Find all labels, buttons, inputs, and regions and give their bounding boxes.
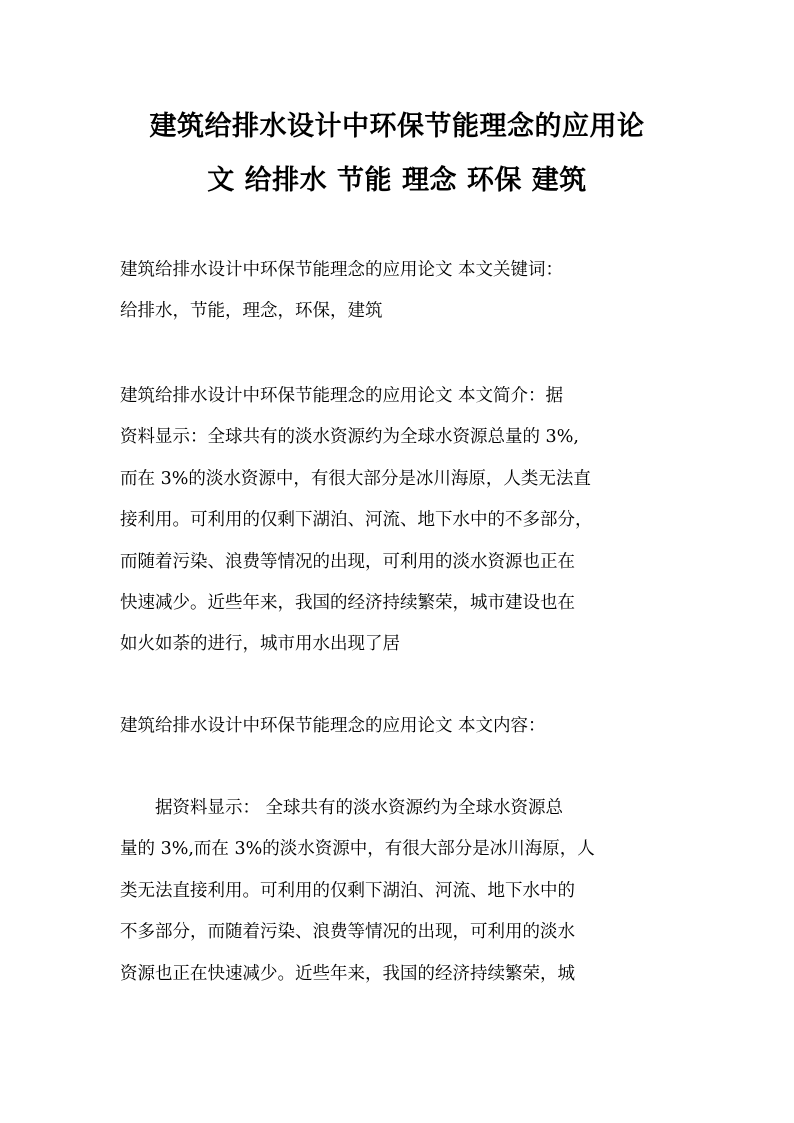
- content-heading-line: 建筑给排水设计中环保节能理念的应用论文 本文内容：: [120, 716, 546, 736]
- summary-line: 资料显示：全球共有的淡水资源约为全球水资源总量的 3%,: [120, 427, 579, 448]
- summary-line: 如火如荼的进行，城市用水出现了居: [120, 634, 400, 655]
- body-line: 资源也正在快速减少。近些年来，我国的经济持续繁荣，城: [120, 963, 575, 984]
- keywords-paragraph: [120, 250, 674, 333]
- summary-line: 建筑给排水设计中环保节能理念的应用论文 本文简介：据: [120, 386, 564, 406]
- keywords-line: 给排水，节能，理念，环保，建筑: [120, 301, 383, 322]
- summary-line: 接利用。可利用的仅剩下湖泊、河流、地下水中的不多部分，: [120, 510, 593, 531]
- summary-line: 而在 3%的淡水资源中，有很大部分是冰川海原，人类无法直: [120, 468, 591, 489]
- body-line: 不多部分，而随着污染、浪费等情况的出现，可利用的淡水: [120, 922, 575, 943]
- body-line: 类无法直接利用。可利用的仅剩下湖泊、河流、地下水中的: [120, 880, 575, 901]
- summary-line: 快速减少。近些年来，我国的经济持续繁荣，城市建设也在: [120, 593, 575, 614]
- content-heading: [120, 706, 674, 747]
- summary-line: 而随着污染、浪费等情况的出现，可利用的淡水资源也正在: [120, 551, 575, 572]
- document-title: [110, 100, 684, 208]
- body-paragraph: [120, 788, 674, 995]
- summary-paragraph: [120, 376, 674, 666]
- title-line: 建筑给排水设计中环保节能理念的应用论: [149, 111, 645, 142]
- body-line: 据资料显示： 全球共有的淡水资源约为全球水资源总: [120, 798, 564, 818]
- title-line: 文 给排水 节能 理念 环保 建筑: [207, 165, 587, 196]
- body-line: 量的 3%,而在 3%的淡水资源中，有很大部分是冰川海原，人: [120, 839, 595, 860]
- keywords-line: 建筑给排水设计中环保节能理念的应用论文 本文关键词：: [120, 260, 564, 280]
